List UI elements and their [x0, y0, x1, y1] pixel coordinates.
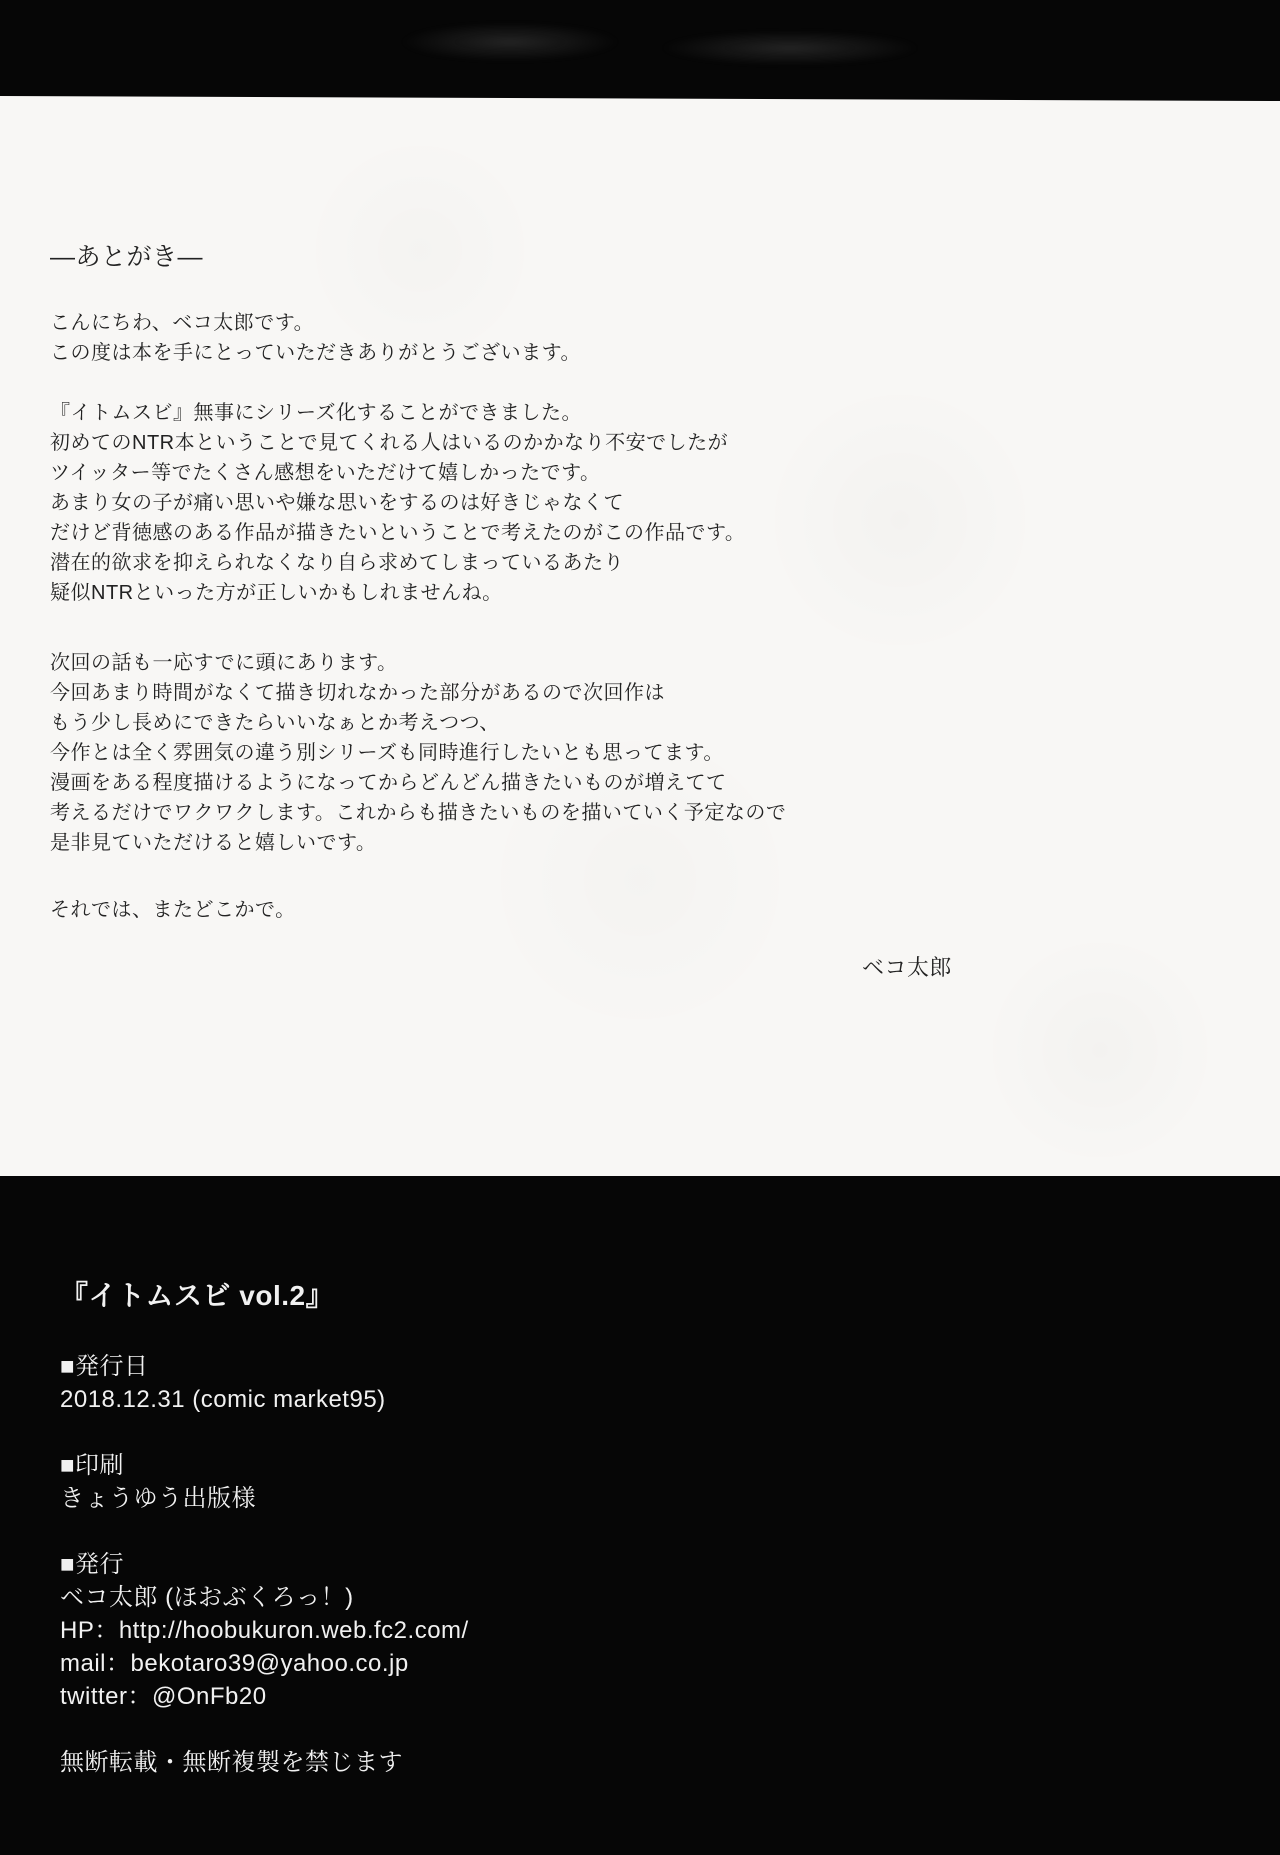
afterword-line: もう少し長めにできたらいいなぁとか考えつつ、	[50, 712, 500, 734]
colophon-value: きょうゆう出版様	[60, 1485, 256, 1512]
top-scan-black-bar	[0, 0, 1280, 104]
closing-line: それでは、またどこかで。	[50, 899, 296, 921]
afterword-line: 潜在的欲求を抑えられなくなり自ら求めてしまっているあたり	[50, 552, 624, 574]
afterword-line: だけど背徳感のある作品が描きたいということで考えたのがこの作品です。	[50, 522, 746, 544]
scan-smudge	[400, 22, 620, 62]
afterword-paragraph	[50, 398, 1010, 608]
afterword-line: 『イトムスビ』無事にシリーズ化することができました。	[50, 402, 582, 424]
colophon-text-block	[60, 1276, 469, 1779]
colophon-section-publication-date	[60, 1350, 469, 1416]
copyright-notice: 無断転載・無断複製を禁じます	[60, 1749, 403, 1776]
afterword-line: 漫画をある程度描けるようになってからどんどん描きたいものが増えてて	[50, 772, 727, 794]
colophon-section-publisher	[60, 1548, 469, 1713]
colophon-heading: ■発行日	[60, 1353, 149, 1380]
afterword-line: 今回あまり時間がなくて描き切れなかった部分があるので次回作は	[50, 682, 665, 704]
afterword-line: 今作とは全く雰囲気の違う別シリーズも同時進行したいとも思ってます。	[50, 742, 724, 764]
afterword-text-block	[50, 240, 1010, 983]
afterword-line: ツイッター等でたくさん感想をいただけて嬉しかったです。	[50, 462, 601, 484]
colophon-value: ベコ太郎 (ほおぶくろっ！)	[60, 1584, 354, 1611]
afterword-title: ―あとがき―	[50, 243, 204, 271]
afterword-line: あまり女の子が痛い思いや嫌な思いをするのは好きじゃなくて	[50, 492, 624, 514]
afterword-line: 疑似NTRといった方が正しいかもしれませんね。	[50, 582, 503, 604]
mail-address: mail：bekotaro39@yahoo.co.jp	[60, 1650, 409, 1677]
colophon-heading: ■発行	[60, 1551, 124, 1578]
afterword-paragraph	[50, 308, 1010, 368]
book-title: 『イトムスビ vol.2』	[60, 1280, 335, 1311]
colophon-section-printing	[60, 1449, 469, 1515]
colophon-black-section	[0, 1176, 1280, 1855]
afterword-line: 初めてのNTR本ということで見てくれる人はいるのかかなり不安でしたが	[50, 432, 729, 454]
author-signature: ベコ太郎	[862, 955, 953, 980]
homepage-url: HP：http://hoobukuron.web.fc2.com/	[60, 1617, 469, 1644]
afterword-line: 是非見ていただけると嬉しいです。	[50, 832, 377, 854]
afterword-line: 次回の話も一応すでに頭にあります。	[50, 652, 398, 674]
twitter-handle: twitter：@OnFb20	[60, 1683, 267, 1710]
afterword-paragraph	[50, 648, 1010, 858]
colophon-heading: ■印刷	[60, 1452, 124, 1479]
scan-smudge	[660, 30, 920, 66]
afterword-line: こんにちわ、ベコ太郎です。	[50, 312, 315, 334]
afterword-line: 考えるだけでワクワクします。これからも描きたいものを描いていく予定なので	[50, 802, 787, 824]
afterword-line: この度は本を手にとっていただきありがとうございます。	[50, 342, 581, 364]
colophon-value: 2018.12.31 (comic market95)	[60, 1386, 386, 1413]
